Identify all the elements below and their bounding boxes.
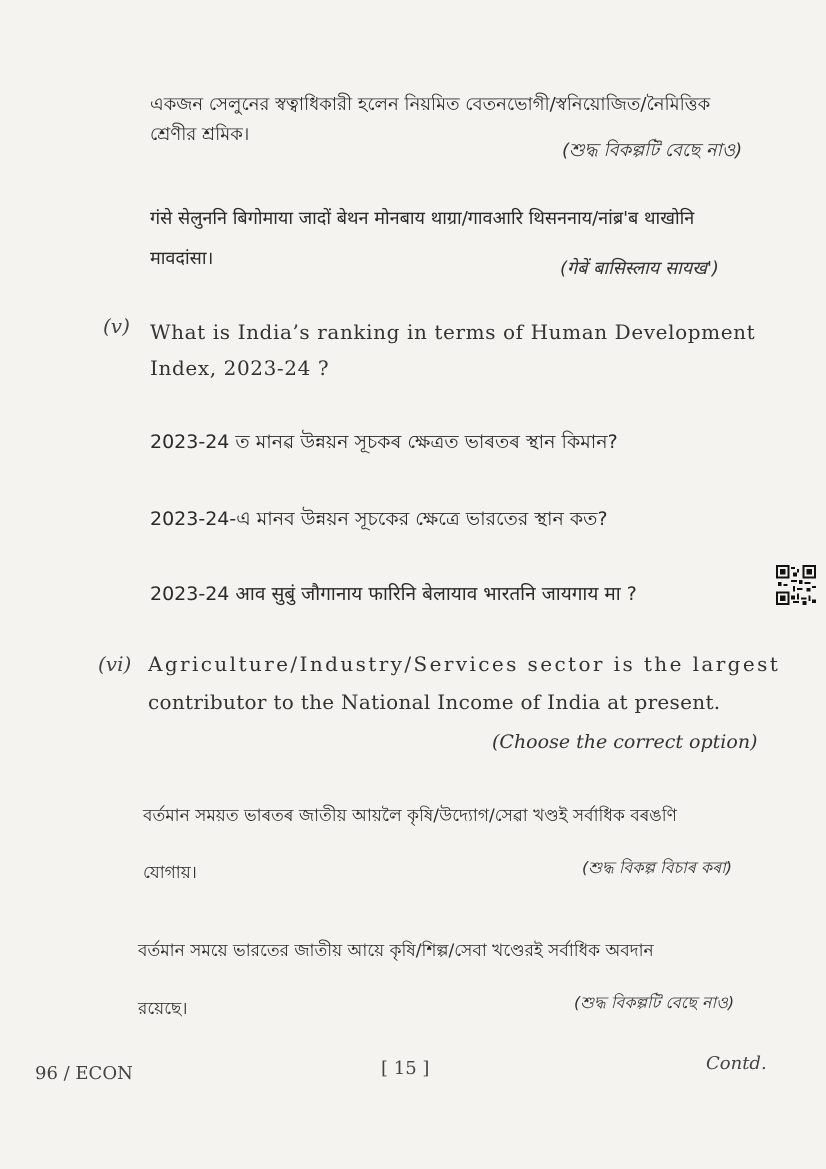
q6-assamese-line-2: যোগায়। — [143, 863, 197, 883]
q6-english-line-2: contributor to the National Income of India at present. — [148, 690, 721, 714]
q5-bengali: 2023-24-এ মানব উন্নয়ন সূচকের ক্ষেত্রে ভারতের স্থান কত? — [150, 508, 608, 530]
q5-english-line-2: Index, 2023-24 ? — [150, 356, 330, 380]
question-number-v: (v) — [103, 314, 130, 338]
bengali-choose-hint: (শুদ্ধ বিকল্পটি বেছে নাও) — [562, 140, 743, 161]
bodo-question-line-2: मावदांसा। — [150, 248, 214, 269]
q6-assamese-hint: (শুদ্ধ বিকল্প বিচাৰ কৰা) — [582, 858, 732, 877]
q5-english-line-1: What is India’s ranking in terms of Human Development — [150, 320, 756, 344]
q5-bodo: 2023-24 आव सुबुं जौगानाय फारिनि बेलायाव भारतनि जायगाय मा ? — [150, 583, 637, 605]
paper-code: 96 / ECON — [35, 1063, 133, 1084]
question-number-vi: (vi) — [98, 652, 132, 676]
bengali-question-line-1: একজন সেলুনের স্বত্বাধিকারী হলেন নিয়মিত বেতনভোগী/স্বনিয়োজিত/নৈমিত্তিক — [150, 94, 711, 115]
q6-english-hint: (Choose the correct option) — [492, 731, 758, 753]
q6-assamese-line-1: বৰ্তমান সময়ত ভাৰতৰ জাতীয় আয়লৈ কৃষি/উদ্যোগ/সেৱা খণ্ডই সৰ্বাধিক বৰঙণি — [143, 806, 677, 826]
q6-bengali-hint: (শুদ্ধ বিকল্পটি বেছে নাও) — [574, 993, 735, 1012]
bodo-choose-hint: (गेबें बासिस्लाय सायख') — [560, 258, 719, 279]
qr-code-icon — [776, 565, 816, 605]
q6-bengali-line-1: বর্তমান সময়ে ভারতের জাতীয় আয়ে কৃষি/শিল্প/সেবা খণ্ডেরই সর্বাধিক অবদান — [138, 941, 654, 961]
q6-english-line-1: Agriculture/Industry/Services sector is the largest — [148, 652, 781, 676]
q6-bengali-line-2: রয়েছে। — [138, 999, 188, 1019]
q5-assamese: 2023-24 ত মানৱ উন্নয়ন সূচকৰ ক্ষেত্ৰত ভাৰতৰ স্থান কিমান? — [150, 431, 618, 453]
page-number: [ 15 ] — [381, 1058, 430, 1079]
bodo-question-line-1: गंसे सेलुननि बिगोमाया जादों बेथन मोनबाय थाग्रा/गावआरि थिसननाय/नांब्र'ब थाखोनि — [150, 208, 695, 229]
bengali-question-line-2: শ্রেণীর শ্রমিক। — [150, 124, 250, 145]
continued-label: Contd. — [706, 1053, 767, 1074]
